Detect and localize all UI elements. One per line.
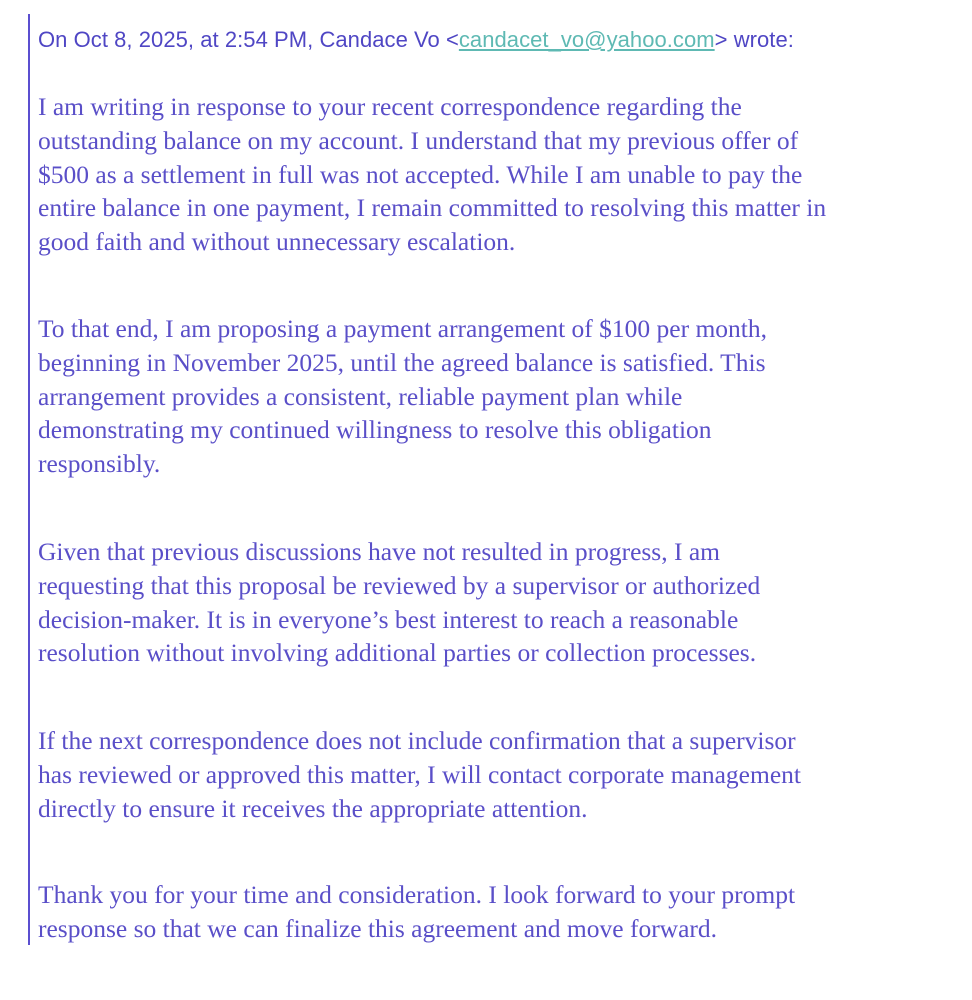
email-paragraph-3 [38, 535, 938, 670]
email-paragraph-5 [38, 878, 938, 946]
paragraph-line: decision-maker. It is in everyone’s best interest to reach a reasonable [38, 604, 739, 634]
quoted-email-block [28, 14, 948, 945]
paragraph-line: response so that we can finalize this agreement and move forward. [38, 913, 718, 943]
paragraph-line: beginning in November 2025, until the agreed balance is satisfied. This [38, 347, 766, 377]
paragraph-line: $500 as a settlement in full was not accepted. While I am unable to pay the [38, 159, 803, 189]
paragraph-line: arrangement provides a consistent, reliable payment plan while [38, 381, 683, 411]
paragraph-line: entire balance in one payment, I remain committed to resolving this matter in [38, 193, 827, 223]
paragraph-line: Given that previous discussions have not resulted in progress, I am [38, 537, 721, 566]
paragraph-line: directly to ensure it receives the appropriate attention. [38, 793, 588, 823]
paragraph-line: I am writing in response to your recent correspondence regarding the [38, 92, 742, 121]
attribution-prefix: On Oct 8, 2025, at 2:54 PM, Candace Vo < [38, 27, 459, 52]
quote-attribution-header [38, 26, 794, 54]
paragraph-line: resolution without involving additional parties or collection processes. [38, 638, 757, 668]
paragraph-line: demonstrating my continued willingness to resolve this obligation [38, 415, 712, 445]
paragraph-line: outstanding balance on my account. I understand that my previous offer of [38, 125, 799, 155]
paragraph-line: Thank you for your time and consideration. I look forward to your prompt [38, 880, 796, 909]
paragraph-line: If the next correspondence does not include confirmation that a supervisor [38, 726, 796, 755]
paragraph-line: requesting that this proposal be reviewed by a supervisor or authorized [38, 570, 761, 600]
sender-email-link[interactable]: candacet_vo@yahoo.com [458, 27, 715, 52]
email-paragraph-2 [38, 312, 938, 481]
paragraph-line: good faith and without unnecessary escalation. [38, 227, 516, 257]
attribution-suffix: > wrote: [714, 27, 794, 52]
email-paragraph-1 [38, 90, 938, 259]
paragraph-line: To that end, I am proposing a payment arrangement of $100 per month, [38, 314, 768, 343]
paragraph-line: responsibly. [38, 449, 161, 479]
email-paragraph-4 [38, 724, 938, 825]
paragraph-line: has reviewed or approved this matter, I will contact corporate management [38, 759, 801, 789]
